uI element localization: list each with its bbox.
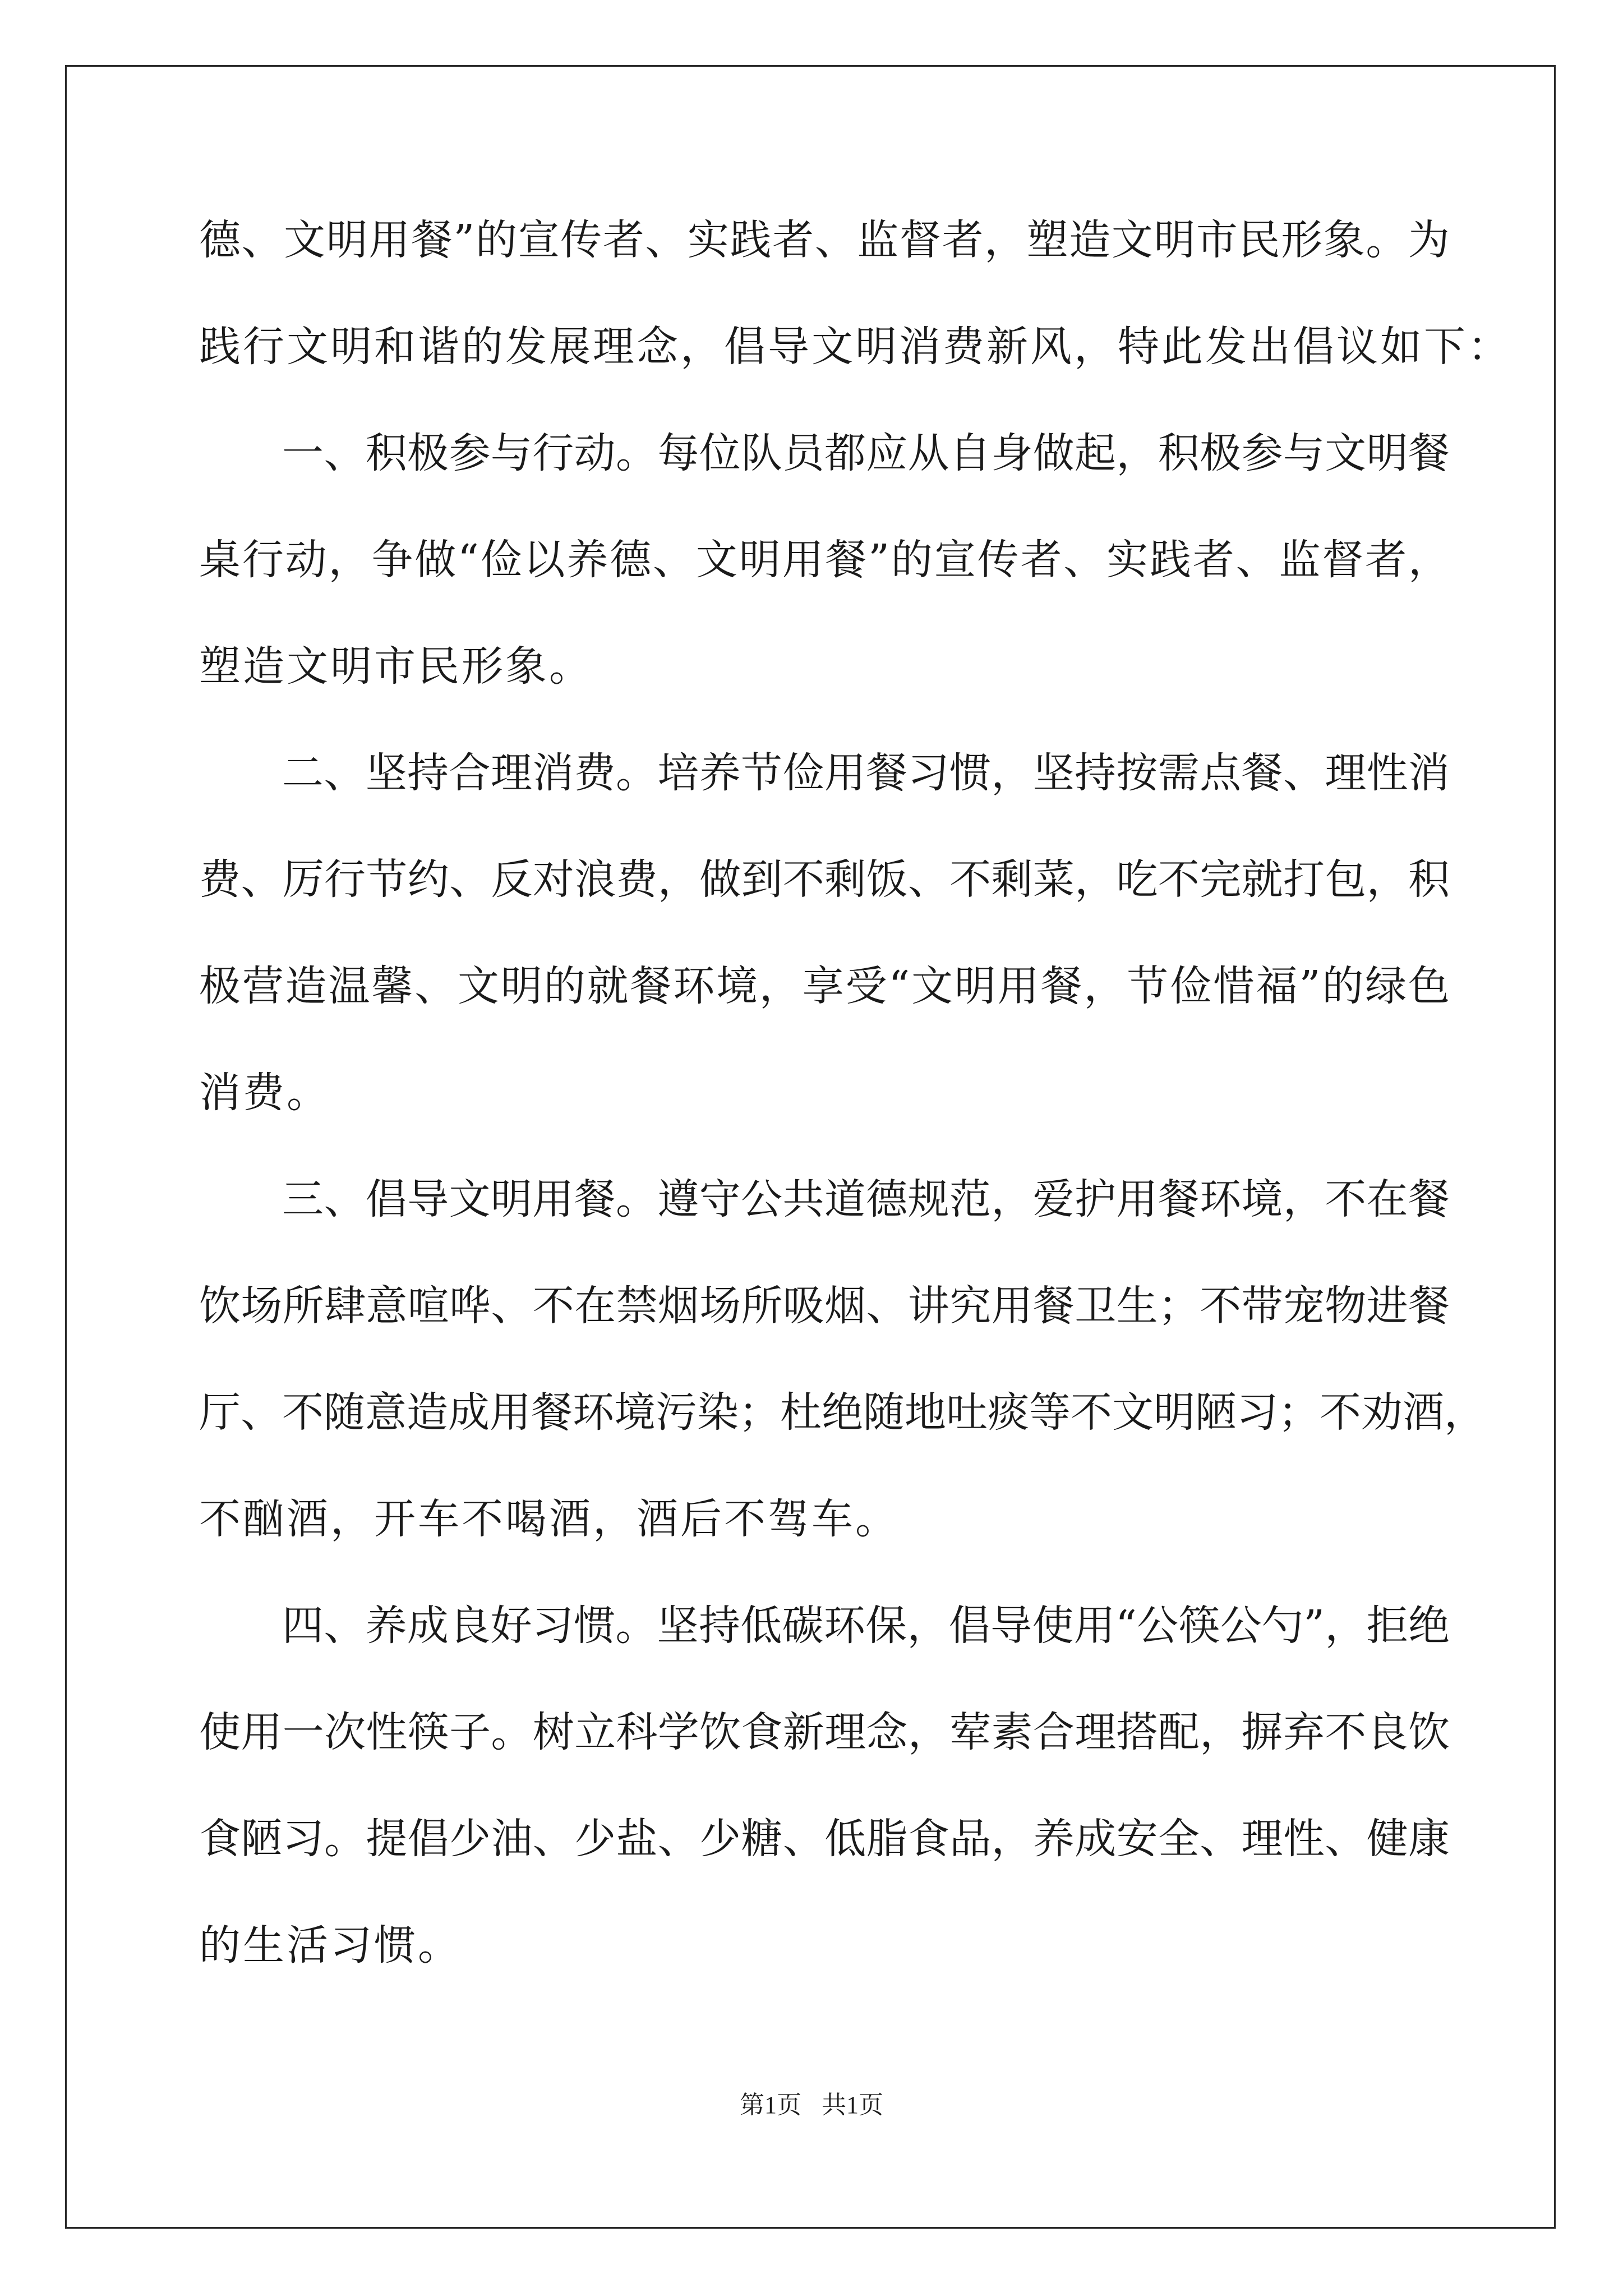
paragraph-4-line: 四、养成良好习惯。坚持低碳环保，倡导使用“公筷公勺”，拒绝 — [282, 1602, 1450, 1650]
paragraph-3-line: 三、倡导文明用餐。遵守公共道德规范，爱护用餐环境，不在餐 — [282, 1175, 1450, 1223]
text-line: 德、文明用餐”的宣传者、实践者、监督者，塑造文明市民形象。为 — [199, 216, 1450, 264]
text-line: 使用一次性筷子。树立科学饮食新理念，荤素合理搭配，摒弃不良饮 — [199, 1708, 1450, 1756]
page-footer — [0, 2090, 1623, 2121]
paragraph-2-line: 二、坚持合理消费。培养节俭用餐习惯，坚持按需点餐、理性消 — [282, 749, 1450, 797]
text-line: 厅、不随意造成用餐环境污染；杜绝随地吐痰等不文明陋习；不劝酒， — [199, 1388, 1486, 1437]
text-line: 极营造温馨、文明的就餐环境，享受“文明用餐，节俭惜福”的绿色 — [199, 962, 1450, 1010]
text-line: 塑造文明市民形象。 — [199, 642, 593, 691]
text-line: 践行文明和谐的发展理念，倡导文明消费新风，特此发出倡议如下： — [199, 323, 1511, 371]
text-line: 桌行动，争做“俭以养德、文明用餐”的宣传者、实践者、监督者， — [199, 536, 1450, 584]
paragraph-1-line: 一、积极参与行动。每位队员都应从自身做起，积极参与文明餐 — [282, 429, 1450, 477]
page-number-current: 第1页 — [740, 2091, 801, 2119]
text-line: 饮场所肆意喧哗、不在禁烟场所吸烟、讲究用餐卫生；不带宠物进餐 — [199, 1282, 1450, 1330]
page-border — [65, 65, 1556, 2229]
text-line: 消费。 — [199, 1069, 330, 1117]
text-line: 不酗酒，开车不喝酒，酒后不驾车。 — [199, 1495, 899, 1543]
text-line: 食陋习。提倡少油、少盐、少糖、低脂食品，养成安全、理性、健康 — [199, 1815, 1450, 1863]
text-line: 的生活习惯。 — [199, 1921, 462, 1970]
page-number-total: 共1页 — [822, 2091, 883, 2119]
text-line: 费、厉行节约、反对浪费，做到不剩饭、不剩菜，吃不完就打包，积 — [199, 855, 1450, 904]
